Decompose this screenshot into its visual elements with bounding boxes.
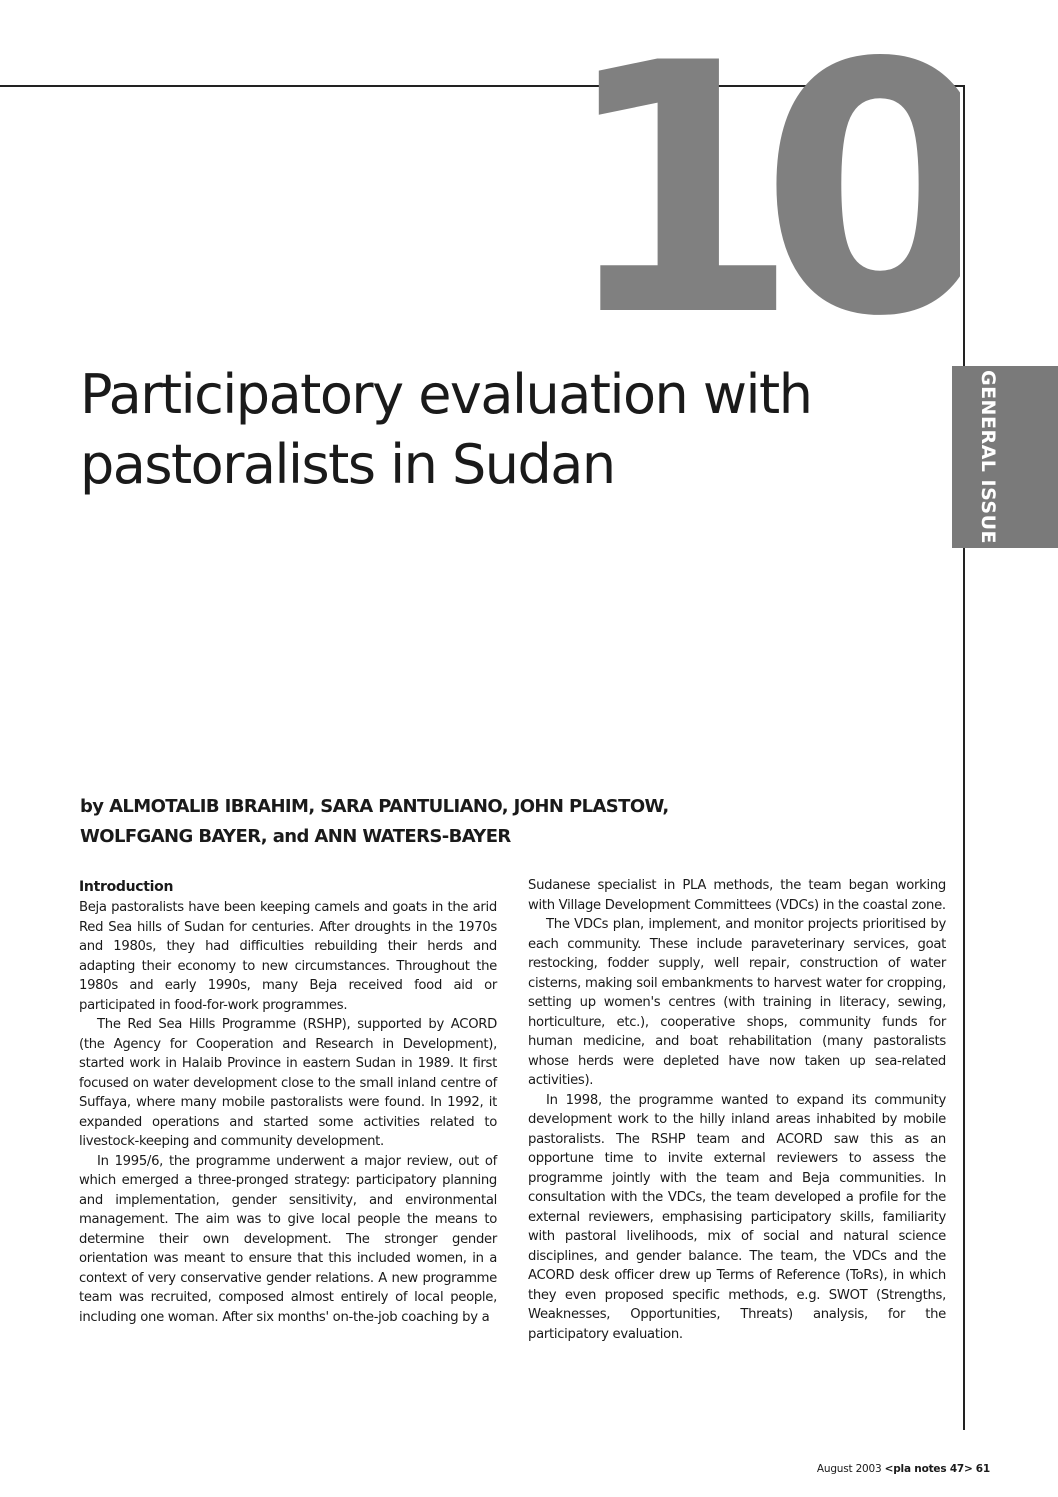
section-heading: Introduction [79,879,174,895]
section-tab-label: GENERAL ISSUE [977,369,999,544]
side-rule [963,85,965,1430]
body-paragraph: The VDCs plan, implement, and monitor projects prioritised by each community. These include paraveterinary services, goat restocking, fodder supply, well repair, construction of water cisterns, making soil embankments to harvest water for cropping, setting up women's centres (with training in literacy, sewing, horticulture, etc.), cooperative shops, community funds for human medicine, and boat rehabilitation (many pastoralists whose herds were depleted have now taken up sea-related activities). [528,917,946,1088]
byline [80,792,950,852]
title-line: Participatory evaluation with [80,363,812,426]
title-line: pastoralists in Sudan [80,433,615,496]
body-paragraph: Sudanese specialist in PLA methods, the team began working with Village Development Committees (VDCs) in the coastal zone. [528,878,946,913]
footer-date: August 2003 [816,1463,882,1475]
article-title [80,360,940,500]
section-tab [952,366,1058,548]
page-footer [817,1462,990,1476]
byline-line: by ALMOTALIB IBRAHIM, SARA PANTULIANO, JOHN PLASTOW, [80,796,669,817]
body-paragraph: Beja pastoralists have been keeping camels and goats in the arid Red Sea hills of Sudan for centuries. After droughts in the 1970s and 1980s, they had difficulties rebuilding their herds and adapting their economy to new circumstances. Throughout the 1980s and early 1990s, many Beja received food aid or participated in food-for-work programmes. [79,900,497,1013]
body-paragraph: In 1995/6, the programme underwent a major review, out of which emerged a three-pronged strategy: participatory planning and implementation, gender sensitivity, and environmental management. The aim was to give local people the means to determine their own development. The stronger gender orientation was meant to ensure that this included women, in a context of very conservative gender relations. A new programme team was recruited, composed almost entirely of local people, including one woman. After six months' on-the-job coaching by a [79,1153,497,1325]
page-number: 61 [975,1463,990,1475]
body-paragraph: The Red Sea Hills Programme (RSHP), supported by ACORD (the Agency for Cooperation and Research in Development), started work in Halaib Province in eastern Sudan in 1989. It first focused on water development close to the small inland centre of Suffaya, where many mobile pastoralists were found. In 1992, it expanded operations and started some activities related to livestock-keeping and community development. [79,1017,497,1149]
body-paragraph: In 1998, the programme wanted to expand its community development work to the hilly inland areas inhabited by mobile pastoralists. The RSHP team and ACORD saw this as an opportune time to invite external reviewers to assess the programme jointly with the team and Beja communities. In consultation with the VDCs, the team developed a profile for the external reviewers, emphasising participatory skills, familiarity with pastoral livelihoods, mix of social and natural science disciplines, and gender balance. The team, the VDCs and the ACORD desk officer drew up Terms of Reference (ToRs), in which they even proposed specific methods, e.g. SWOT (Strengths, Weaknesses, Opportunities, Threats) analysis, for the participatory evaluation. [528,1092,946,1342]
chapter-number: 10 [559,32,960,352]
byline-line: WOLFGANG BAYER, and ANN WATERS-BAYER [80,826,511,847]
left-column [79,876,497,1327]
footer-publication: <pla notes 47> [884,1463,973,1475]
right-column [528,876,946,1344]
